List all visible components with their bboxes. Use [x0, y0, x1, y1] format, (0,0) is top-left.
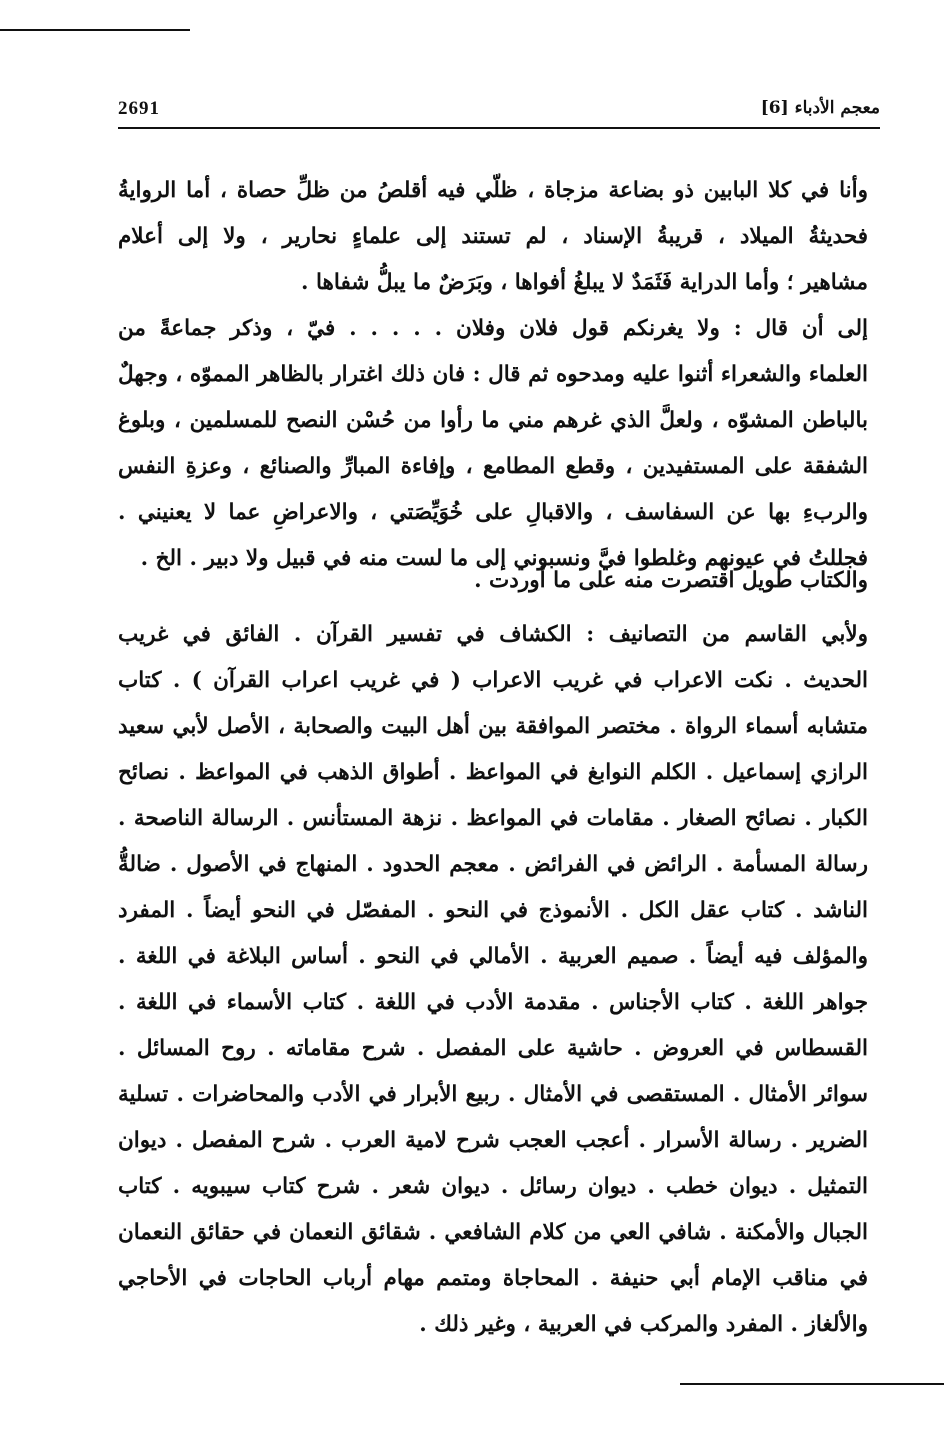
text-line: الجبال والأمكنة . شافي العي من كلام الشافعي . شقائق النعمان في حقائق النعمان: [118, 1220, 868, 1245]
text-line: ولأبي القاسم من التصانيف : الكشاف في تفسير القرآن . الفائق في غريب: [118, 622, 868, 647]
text-line: والربءِ بها عن السفاسف ، والاقبالِ على خُوَيِّصَتي ، والاعراضِ عما لا يعنيني .: [118, 500, 868, 525]
top-left-rule: [0, 29, 190, 31]
text-line: سوائر الأمثال . المستقصى في الأمثال . ربيع الأبرار في الأدب والمحاضرات . تسلية: [118, 1082, 868, 1107]
text-line: وأنا في كلا البابين ذو بضاعة مزجاة ، ظلّي فيه أقلصُ من ظلِّ حصاة ، أما الروايةُ: [118, 178, 868, 203]
works-list-paragraph: [118, 612, 868, 1348]
header-rule: [118, 127, 880, 129]
text-line: الضرير . رسالة الأسرار . أعجب العجب شرح لامية العرب . شرح المفصل . ديوان: [118, 1128, 868, 1153]
text-line: التمثيل . ديوان خطب . ديوان رسائل . ديوان شعر . شرح كتاب سيبويه . كتاب: [118, 1174, 868, 1199]
text-line: جواهر اللغة . كتاب الأجناس . مقدمة الأدب في اللغة . كتاب الأسماء في اللغة .: [118, 990, 868, 1015]
text-line: القسطاس في العروض . حاشية على المفصل . شرح مقاماته . روح المسائل .: [118, 1036, 868, 1061]
text-line: مشاهير ؛ وأما الدراية فَثَمَدٌ لا يبلغُ أفواها ، وبَرَضٌ ما يبلُّ شفاها .: [301, 270, 868, 295]
text-line: العلماء والشعراء أثنوا عليه ومدحوه ثم قال : فان ذلك اغترار بالظاهر المموّه ، وجهلٌ: [118, 362, 868, 387]
running-header: [118, 98, 880, 126]
text-line: إلى أن قال : ولا يغرنكم قول فلان وفلان . . . . . فيّ ، وذكر جماعةً من: [118, 316, 868, 341]
text-line: الرازي إسماعيل . الكلم النوابغ في المواعظ . أطواق الذهب في المواعظ . نصائح: [118, 760, 868, 785]
text-line: بالباطن المشوّه ، ولعلَّ الذي غرهم مني ما رأوا من حُسْن النصح للمسلمين ، وبلوغ: [118, 408, 868, 433]
text-line: والمؤلف فيه أيضاً . صميم العربية . الأمالي في النحو . أساس البلاغة في اللغة .: [118, 944, 868, 969]
bottom-right-rule: [680, 1383, 944, 1385]
quoted-letter-passage: [118, 168, 868, 582]
running-title: معجم الأدباء [6]: [760, 98, 880, 118]
text-line: الكبار . نصائح الصغار . مقامات في المواعظ . نزهة المستأنس . الرسالة الناصحة .: [118, 806, 868, 831]
text-line: الحديث . نكت الاعراب في غريب الاعراب ( في غريب اعراب القرآن ) . كتاب: [118, 668, 868, 693]
text-line: الناشد . كتاب عقل الكل . الأنموذج في النحو . المفصّل في النحو أيضاً . المفرد: [118, 898, 868, 923]
text-line: والألغاز . المفرد والمركب في العربية ، وغير ذلك .: [419, 1312, 868, 1337]
text-line: في مناقب الإمام أبي حنيفة . المحاجاة ومتمم مهام أرباب الحاجات في الأحاجي: [118, 1266, 868, 1291]
text-line: والكتاب طويل اقتصرت منه على ما أوردت .: [474, 568, 868, 593]
text-line: رسالة المسأمة . الرائض في الفرائض . معجم الحدود . المنهاج في الأصول . ضالةُّ: [118, 852, 868, 877]
page-number: 2691: [118, 98, 160, 119]
text-line: فحديثةُ الميلاد ، قريبةُ الإسناد ، لم تستند إلى علماءٍ نحارير ، ولا إلى أعلام: [118, 224, 868, 249]
text-line: فجللتُ في عيونهم وغلطوا فيَّ ونسبوني إلى ما لست منه في قبيل ولا دبير . الخ .: [140, 546, 868, 571]
conclusion-paragraph: [118, 558, 868, 604]
text-line: متشابه أسماء الرواة . مختصر الموافقة بين أهل البيت والصحابة ، الأصل لأبي سعيد: [118, 714, 868, 739]
text-line: الشفقة على المستفيدين ، وقطع المطامع ، وإفاءة المبارِّ والصنائع ، وعزةِ النفس: [118, 454, 868, 479]
